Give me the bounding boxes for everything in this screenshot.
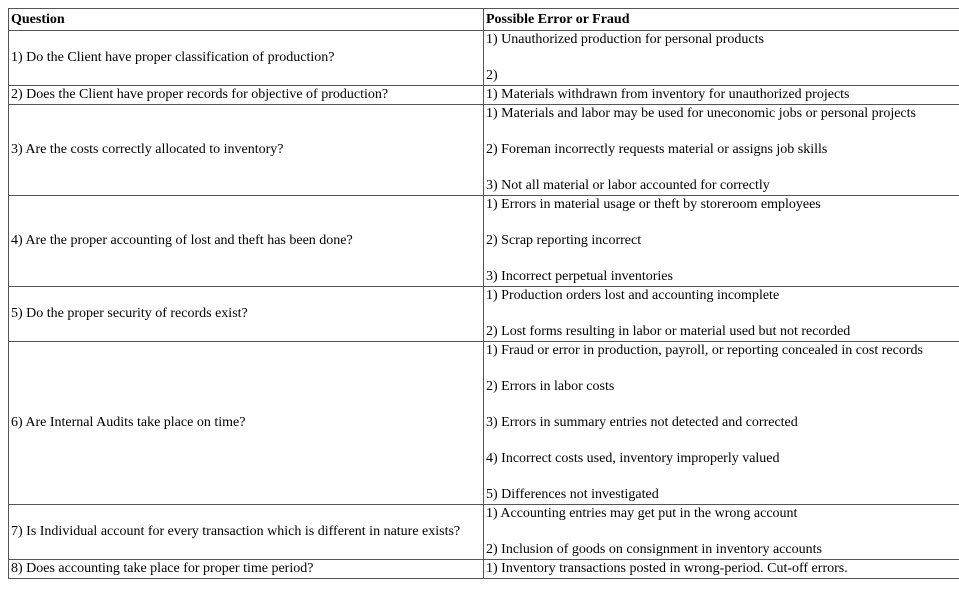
table-row	[9, 86, 959, 105]
answer-item: 3) Not all material or labor accounted for correctly	[486, 178, 770, 193]
question-cell: 3) Are the costs correctly allocated to inventory?	[9, 105, 484, 196]
table-row	[9, 105, 959, 196]
answer-item: 4) Incorrect costs used, inventory improperly valued	[486, 451, 780, 466]
table-row	[9, 505, 959, 560]
answer-item: 5) Differences not investigated	[486, 487, 659, 502]
answer-item: 2) Foreman incorrectly requests material or assigns job skills	[486, 142, 828, 157]
answer-cell	[484, 287, 959, 342]
answer-item: 1) Production orders lost and accounting incomplete	[486, 288, 780, 303]
header-row	[9, 9, 959, 31]
question-cell: 7) Is Individual account for every transaction which is different in nature exists?	[9, 505, 484, 560]
answer-cell	[484, 342, 959, 505]
answer-item: 2) Lost forms resulting in labor or material used but not recorded	[486, 324, 851, 339]
answer-item: 1) Errors in material usage or theft by storeroom employees	[486, 197, 821, 212]
header-possible-error: Possible Error or Fraud	[484, 9, 959, 31]
answer-cell	[484, 196, 959, 287]
answer-item: 2)	[486, 68, 498, 83]
question-cell: 5) Do the proper security of records exist?	[9, 287, 484, 342]
table-row	[9, 287, 959, 342]
table-row	[9, 560, 959, 579]
table-row	[9, 342, 959, 505]
question-cell: 8) Does accounting take place for proper time period?	[9, 560, 484, 579]
table-row	[9, 196, 959, 287]
answer-item: 2) Errors in labor costs	[486, 379, 615, 394]
answer-item: 2) Scrap reporting incorrect	[486, 233, 642, 248]
question-cell: 2) Does the Client have proper records for objective of production?	[9, 86, 484, 105]
question-cell: 1) Do the Client have proper classification of production?	[9, 31, 484, 86]
header-question: Question	[9, 9, 484, 31]
answer-item: 1) Materials withdrawn from inventory for unauthorized projects	[486, 87, 850, 102]
answer-item: 3) Incorrect perpetual inventories	[486, 269, 673, 284]
answer-item: 1) Materials and labor may be used for uneconomic jobs or personal projects	[486, 106, 916, 121]
answer-item: 1) Accounting entries may get put in the wrong account	[486, 506, 798, 521]
question-cell: 4) Are the proper accounting of lost and theft has been done?	[9, 196, 484, 287]
answer-cell	[484, 31, 959, 86]
table-row	[9, 31, 959, 86]
answer-item: 2) Inclusion of goods on consignment in inventory accounts	[486, 542, 822, 557]
answer-item: 1) Unauthorized production for personal products	[486, 32, 764, 47]
answer-cell	[484, 560, 959, 579]
answer-cell	[484, 105, 959, 196]
answer-item: 1) Fraud or error in production, payroll, or reporting concealed in cost records	[486, 343, 923, 358]
answer-item: 3) Errors in summary entries not detected and corrected	[486, 415, 798, 430]
audit-table	[8, 8, 959, 579]
answer-cell	[484, 86, 959, 105]
answer-cell	[484, 505, 959, 560]
question-cell: 6) Are Internal Audits take place on time?	[9, 342, 484, 505]
answer-item: 1) Inventory transactions posted in wrong-period. Cut-off errors.	[486, 561, 848, 576]
